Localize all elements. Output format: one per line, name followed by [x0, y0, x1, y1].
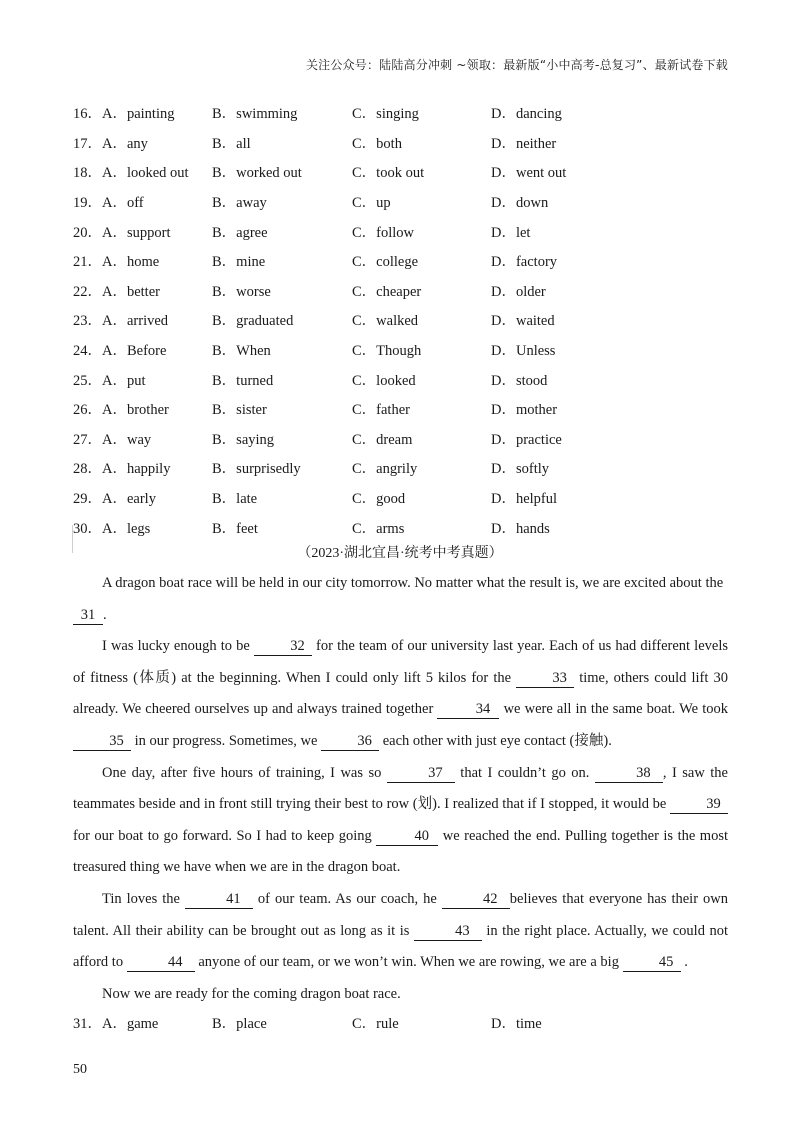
option-a — [73, 487, 212, 508]
option-c: C．Though — [352, 343, 422, 360]
option-row — [73, 394, 733, 424]
option-c: C．rule — [352, 1016, 399, 1033]
text: we were all in the same boat. We took — [499, 701, 728, 718]
option-c: C．looked — [352, 372, 416, 389]
option-b: B．swimming — [212, 106, 298, 123]
option-d: D．practice — [491, 431, 562, 448]
option-c: C．dream — [352, 431, 413, 448]
option-b: B．worked out — [212, 165, 302, 182]
blank-44: 44 — [127, 953, 195, 972]
paragraph-1 — [73, 568, 728, 631]
blank-40: 40 — [376, 827, 438, 846]
paragraph-4 — [73, 884, 728, 979]
option-row — [73, 483, 733, 513]
option-d: D．down — [491, 195, 549, 212]
blank-34: 34 — [437, 700, 499, 719]
option-b: B．turned — [212, 372, 274, 389]
question-number: 26． — [73, 402, 102, 419]
option-b: B．late — [212, 491, 258, 508]
text: of our team. As our coach, he — [252, 890, 442, 907]
option-a-text: A．looked out — [102, 165, 189, 182]
option-c: C．both — [352, 135, 402, 152]
question-number: 21． — [73, 254, 102, 271]
option-d: D．older — [491, 283, 546, 300]
option-d: D．Unless — [491, 343, 556, 360]
option-row — [73, 512, 733, 542]
blank-41: 41 — [185, 890, 253, 909]
line-wrap — [73, 600, 728, 632]
option-a-text: A．painting — [102, 106, 175, 123]
option-a — [73, 221, 212, 242]
question-number: 18． — [73, 165, 102, 182]
option-a-text: A．early — [102, 491, 156, 508]
question-number: 23． — [73, 313, 102, 330]
option-d: D．helpful — [491, 491, 558, 508]
option-a — [73, 132, 212, 153]
text: time, others could lift 30 already. We cheered ourselves up and always trained together — [73, 669, 728, 718]
question-number: 17． — [73, 135, 102, 152]
option-a-text: A．better — [102, 283, 160, 300]
option-a-text: A．legs — [102, 520, 151, 537]
option-c: C．up — [352, 195, 391, 212]
blank-35: 35 — [73, 732, 131, 751]
text: anyone of our team, or we won’t win. When we are rowing, we are a big — [194, 954, 623, 971]
option-d: D．went out — [491, 165, 567, 182]
option-a — [73, 250, 212, 271]
question-number: 19． — [73, 195, 102, 212]
option-a-text: A．support — [102, 224, 171, 241]
options-list — [73, 98, 733, 542]
option-d: D．hands — [491, 520, 550, 537]
option-a-text: A．brother — [102, 402, 169, 419]
option-b: B．surprisedly — [212, 461, 301, 478]
option-d: D．let — [491, 224, 531, 241]
option-b: B．saying — [212, 431, 275, 448]
passage — [73, 568, 728, 1040]
blank-42: 42 — [442, 890, 510, 909]
option-row — [73, 187, 733, 217]
paragraph-2 — [73, 631, 728, 757]
option-b: B．all — [212, 135, 251, 152]
question-number: 24． — [73, 343, 102, 360]
blank-31: 31 — [73, 606, 103, 625]
option-d: D．neither — [491, 135, 557, 152]
option-a-text: A．any — [102, 135, 148, 152]
option-d: D．waited — [491, 313, 555, 330]
text: each other with just eye contact (接触). — [379, 732, 612, 749]
question-number: 27． — [73, 431, 102, 448]
option-b: B．sister — [212, 402, 267, 419]
option-a — [73, 191, 212, 212]
option-c: C．father — [352, 402, 410, 419]
option-a — [73, 398, 212, 419]
option-c: C．angrily — [352, 461, 418, 478]
option-row — [73, 424, 733, 454]
paragraph-3 — [73, 758, 728, 884]
option-a — [73, 339, 212, 360]
option-c: C．cheaper — [352, 283, 422, 300]
option-row — [73, 453, 733, 483]
question-number: 25． — [73, 372, 102, 389]
option-d: D．mother — [491, 402, 558, 419]
option-a — [73, 1009, 212, 1041]
blank-43: 43 — [414, 922, 482, 941]
option-a-text: A．off — [102, 195, 144, 212]
blank-39: 39 — [670, 795, 728, 814]
blank-37: 37 — [387, 764, 455, 783]
text: . — [103, 606, 107, 623]
text: we reached the end. Pulling together is the most treasured thing we have when we are in the dragon boat. — [73, 827, 728, 876]
option-a-text: A．arrived — [102, 313, 169, 330]
option-a — [73, 102, 212, 123]
option-row-31 — [73, 1010, 728, 1040]
text: that I couldn’t go on. — [454, 764, 595, 781]
question-number: 29． — [73, 491, 102, 508]
blank-32: 32 — [254, 637, 312, 656]
question-number: 20． — [73, 224, 102, 241]
option-b: B．mine — [212, 254, 266, 271]
paragraph-5: Now we are ready for the coming dragon boat race. — [102, 985, 401, 1002]
option-row — [73, 335, 733, 365]
blank-33: 33 — [516, 669, 574, 688]
option-d: D．time — [491, 1016, 542, 1033]
blank-38: 38 — [595, 764, 663, 783]
question-number: 22． — [73, 283, 102, 300]
option-d: D．factory — [491, 254, 558, 271]
question-number: 30． — [73, 520, 102, 537]
option-c: C．arms — [352, 520, 405, 537]
text: I was lucky enough to be — [102, 638, 254, 655]
option-a — [73, 428, 212, 449]
option-b: B．worse — [212, 283, 271, 300]
option-a-text: A．home — [102, 254, 160, 271]
option-a-text: A．game — [102, 1016, 159, 1033]
option-row — [73, 98, 733, 128]
text: One day, after five hours of training, I was so — [102, 764, 387, 781]
option-c: C．good — [352, 491, 406, 508]
blank-45: 45 — [623, 953, 681, 972]
question-number: 31． — [73, 1016, 102, 1033]
option-row — [73, 364, 733, 394]
text: for the team of our university last year. Each of us had different levels of fitness (体质) at the beginning. When I could only lift 5 kilos for the — [73, 638, 728, 686]
option-row — [73, 216, 733, 246]
option-a — [73, 457, 212, 478]
option-a-text: A．way — [102, 431, 152, 448]
option-c: C．follow — [352, 224, 415, 241]
option-b: B．When — [212, 343, 271, 360]
option-c: C．singing — [352, 106, 419, 123]
option-b: B．graduated — [212, 313, 294, 330]
option-d: D．dancing — [491, 106, 562, 123]
option-a-text: A．put — [102, 372, 146, 389]
question-number: 28． — [73, 461, 102, 478]
option-b: B．place — [212, 1016, 267, 1033]
text: in our progress. Sometimes, we — [131, 732, 322, 749]
page-number: 50 — [73, 1062, 87, 1077]
text: A dragon boat race will be held in our city tomorrow. No matter what the result is, we are excited about the — [102, 575, 724, 591]
text: , I saw the teammates beside and in front still trying their best to row (划). I realized that if I stopped, it would be — [73, 764, 728, 813]
option-c: C．college — [352, 254, 419, 271]
option-a — [73, 369, 212, 390]
text: believes that everyone has their own talent. All their ability can be brought out as long as it is — [73, 890, 728, 939]
page-header: 关注公众号：陆陆高分冲刺 ~领取：最新版“小中高考-总复习”、最新试卷下载 — [305, 58, 728, 72]
option-c: C．took out — [352, 165, 425, 182]
text: . — [680, 954, 688, 971]
question-number: 16． — [73, 106, 102, 123]
option-c: C．walked — [352, 313, 419, 330]
option-a — [73, 517, 212, 538]
option-a — [73, 309, 212, 330]
option-a — [73, 280, 212, 301]
exam-source: （2023·湖北宜昌·统考中考真题） — [297, 546, 503, 561]
option-row — [73, 276, 733, 306]
option-b: B．agree — [212, 224, 268, 241]
option-a — [73, 161, 212, 182]
option-row — [73, 305, 733, 335]
option-a-text: A．Before — [102, 343, 167, 360]
text: for our boat to go forward. So I had to keep going — [73, 827, 377, 844]
option-b: B．away — [212, 195, 267, 212]
option-row — [73, 246, 733, 276]
blank-36: 36 — [321, 732, 379, 751]
option-row — [73, 157, 733, 187]
option-a-text: A．happily — [102, 461, 171, 478]
option-row — [73, 128, 733, 158]
text: Tin loves the — [102, 890, 185, 907]
option-d: D．softly — [491, 461, 549, 478]
option-b: B．feet — [212, 520, 258, 537]
text: in the right place. Actually, we could not afford to — [73, 922, 728, 971]
option-d: D．stood — [491, 372, 548, 389]
